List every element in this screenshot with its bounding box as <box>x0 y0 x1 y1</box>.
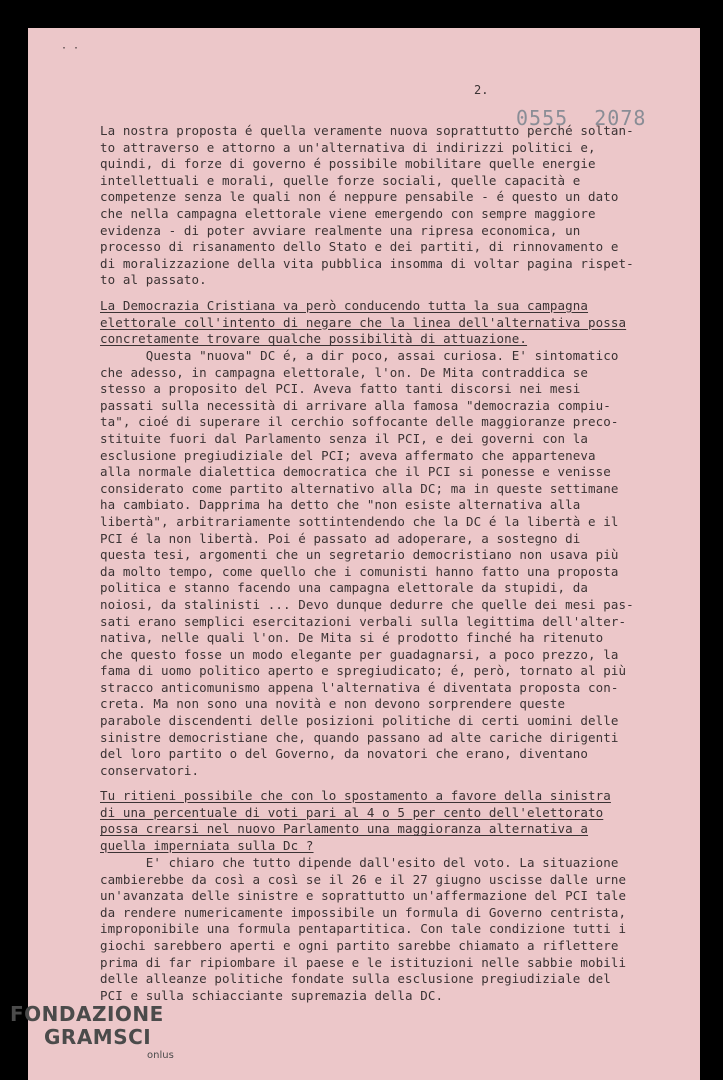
watermark-line-1: FONDAZIONE <box>10 1002 164 1026</box>
archive-stamp-number: 0555 2078 <box>516 106 647 130</box>
answer-election-outcome: E' chiaro che tutto dipende dall'esito del voto. La situazione cambierebbe da così a così se il 26 e il 27 giugno uscisse dalle urne un'avanzata delle sinistre e soprattutto un'affermazione del PCI tale da rendere numericamente impossibile un formula di Governo centrista, improponibile una formula pentapartitica. Con tale condizione tutti i giochi sarebbero aperti e ogni partito sarebbe chiamato a riflettere prima di far ripiombare il paese e le istituzioni nelle sabbie mobili delle alleanze politiche fondate sulla esclusione pregiudiziale del PCI e sulla schiacciante supremazia della DC. <box>100 855 627 1003</box>
question-alternative-majority: Tu ritieni possibile che con lo spostamento a favore della sinistra di una percentuale di voti pari al 4 o 5 per cento dell'elettorato possa crearsi nel nuovo Parlamento una maggioranza alternativa a quella imperniata sulla Dc ? <box>100 788 611 853</box>
watermark-line-2: GRAMSCI <box>44 1025 152 1049</box>
paragraph-proposal: La nostra proposta é quella veramente nuova soprattutto perché soltan- to attraverso e attorno a un'alternativa di indirizzi politici e, quindi, di forze di governo é possibile mobilitare quelle energie intellettuali e morali, quelle forze sociali, quelle capacità e competenze senza le quali non é neppure pensabile - é questo un dato che nella campagna elettorale viene emergendo con sempre maggiore evidenza - di poter avviare realmente una ripresa economica, un processo di risanamento dello Stato e dei partiti, di rinnovamento e di moralizzazione della vita pubblica insomma di voltar pagina rispet- to al passato. <box>100 123 634 288</box>
watermark-onlus: onlus <box>147 1050 174 1061</box>
document-page <box>28 28 700 1080</box>
question-dc-campaign: La Democrazia Cristiana va però conducendo tutta la sua campagna elettorale coll'intento di negare che la linea dell'alternativa possa concretamente trovare qualche possibilità di attuazione. <box>100 298 627 347</box>
answer-de-mita: Questa "nuova" DC é, a dir poco, assai curiosa. E' sintomatico che adesso, in campagna elettorale, l'on. De Mita contraddica se stesso a proposito del PCI. Aveva fatto tanti discorsi nei mesi passati sulla necessità di arrivare alla famosa "democrazia compiu- ta", cioé di superare il cerchio soffocante delle maggioranze preco- stituite fuori dal Parlamento senza il PCI, e dei governi con la esclusione pregiudiziale del PCI; aveva affermato che apparteneva alla normale dialettica democratica che il PCI si ponesse e venisse considerato come partito alternativo alla DC; ma in queste settimane ha cambiato. Dapprima ha detto che "non esiste alternativa alla libertà", arbitrariamente sottintendendo che la DC é la libertà e il PCI é la non libertà. Poi é passato ad adoperare, a sostegno di questa tesi, argomenti che un segretario democristiano non usava più da molto tempo, come quello che i comunisti hanno fatto una proposta politica e stanno facendo una campagna elettorale da stupidi, da noiosi, da stalinisti ... Devo dunque dedurre che quelle dei mesi pas- sati erano semplici esercitazioni verbali sulla legittima dell'alter- nativa, nelle quali l'on. De Mita si é prodotto finché ha ritenuto che questo fosse un modo elegante per guadagnarsi, a poco prezzo, la fama di uomo politico aperto e spregiudicato; é, però, tornato al più stracco anticomunismo appena l'alternativa é diventata proposta con- creta. Ma non sono una novità e non devono sorprendere queste parabole discendenti delle posizioni politiche di certi uomini delle sinistre democristiane che, quando passano ad alte cariche dirigenti del loro partito o del Governo, da novatori che erano, diventano conservatori. <box>100 348 634 778</box>
corner-marks: · · <box>61 43 80 54</box>
fondazione-gramsci-watermark <box>4 1000 204 1080</box>
page-number: 2. <box>474 83 489 97</box>
